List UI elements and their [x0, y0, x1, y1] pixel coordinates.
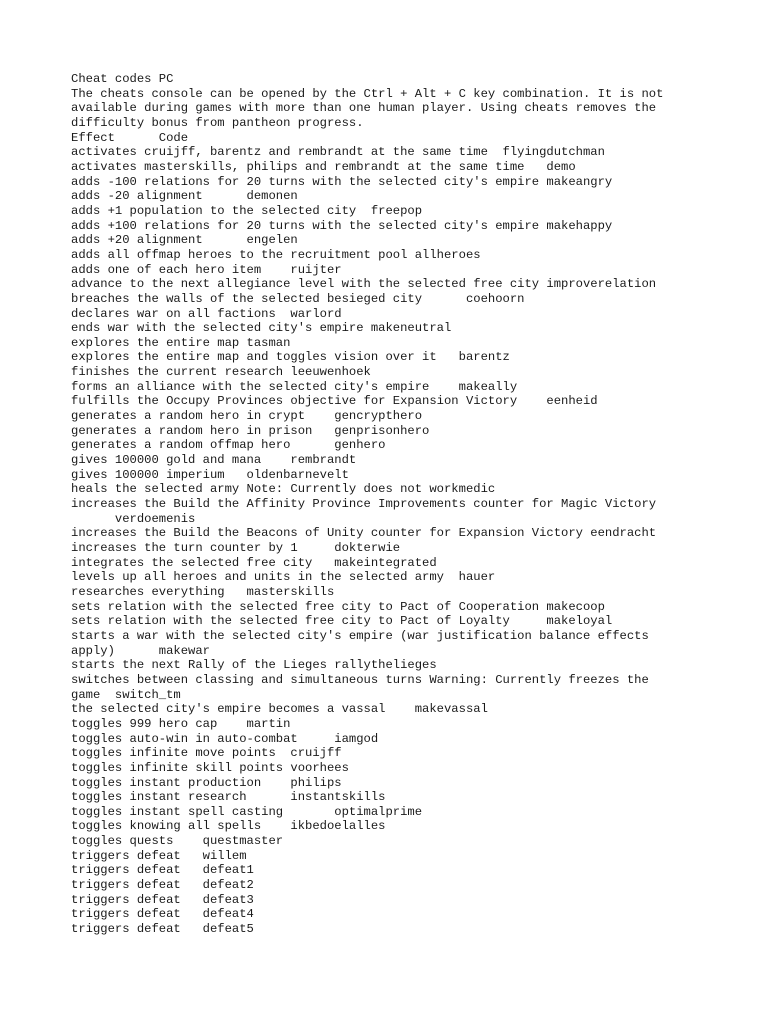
- cheat-entry-line: generates a random offmap hero genhero: [71, 438, 386, 453]
- cheat-entry-line: adds +1 population to the selected city freepop: [71, 203, 423, 218]
- cheat-entry-line: verdoemenis: [71, 511, 196, 526]
- cheat-entry-line: forms an alliance with the selected city's empire makeally: [71, 379, 518, 394]
- cheat-entry-line: increases the Build the Beacons of Unity counter for Expansion Victory eendracht: [71, 526, 657, 541]
- cheat-entry-line: triggers defeat defeat4: [71, 907, 254, 922]
- cheat-entry-line: toggles 999 hero cap martin: [71, 716, 291, 731]
- column-header-line: Effect Code: [71, 130, 189, 145]
- cheat-entry-line: starts the next Rally of the Lieges rallythelieges: [71, 658, 437, 673]
- intro-paragraph-line: available during games with more than one human player. Using cheats removes the: [71, 101, 657, 116]
- cheat-entry-line: explores the entire map tasman: [71, 335, 291, 350]
- cheat-entry-line: switches between classing and simultaneous turns Warning: Currently freezes the: [71, 672, 649, 687]
- cheat-entry-line: toggles knowing all spells ikbedoelalles: [71, 819, 386, 834]
- cheat-entry-line: toggles quests questmaster: [71, 834, 284, 849]
- cheat-entry-line: sets relation with the selected free city to Pact of Cooperation makecoop: [71, 599, 605, 614]
- cheat-entry-line: levels up all heroes and units in the selected army hauer: [71, 570, 496, 585]
- cheat-entry-line: apply) makewar: [71, 643, 210, 658]
- cheat-entry-line: toggles instant production philips: [71, 775, 342, 790]
- cheat-entry-line: adds +100 relations for 20 turns with the selected city's empire makehappy: [71, 218, 613, 233]
- intro-paragraph-line: difficulty bonus from pantheon progress.: [71, 115, 364, 130]
- cheat-entry-line: explores the entire map and toggles vision over it barentz: [71, 350, 510, 365]
- cheat-entry-line: integrates the selected free city makeintegrated: [71, 555, 437, 570]
- cheat-entry-line: starts a war with the selected city's empire (war justification balance effects: [71, 628, 649, 643]
- cheat-entry-line: finishes the current research leeuwenhoek: [71, 365, 371, 380]
- intro-paragraph-line: The cheats console can be opened by the Ctrl + Alt + C key combination. It is not: [71, 86, 664, 101]
- cheat-entry-line: heals the selected army Note: Currently does not workmedic: [71, 482, 496, 497]
- cheat-entry-line: adds one of each hero item ruijter: [71, 262, 342, 277]
- cheat-entry-line: generates a random hero in prison genprisonhero: [71, 423, 430, 438]
- cheat-entry-line: advance to the next allegiance level with the selected free city improverelation: [71, 277, 657, 292]
- cheat-entry-line: gives 100000 imperium oldenbarnevelt: [71, 467, 349, 482]
- cheat-entry-line: toggles instant research instantskills: [71, 790, 386, 805]
- cheat-entry-line: generates a random hero in crypt gencrypthero: [71, 409, 423, 424]
- cheat-entry-line: the selected city's empire becomes a vassal makevassal: [71, 702, 488, 717]
- cheat-entry-line: declares war on all factions warlord: [71, 306, 342, 321]
- cheat-entry-line: fulfills the Occupy Provinces objective for Expansion Victory eenheid: [71, 394, 598, 409]
- cheat-entry-line: activates masterskills, philips and rembrandt at the same time demo: [71, 159, 576, 174]
- cheat-entry-line: adds all offmap heroes to the recruitment pool allheroes: [71, 247, 481, 262]
- cheat-entry-line: researches everything masterskills: [71, 584, 335, 599]
- cheat-entry-line: adds -20 alignment demonen: [71, 189, 298, 204]
- cheat-entry-line: triggers defeat willem: [71, 848, 247, 863]
- cheat-entry-line: triggers defeat defeat2: [71, 878, 254, 893]
- cheat-entry-line: toggles auto-win in auto-combat iamgod: [71, 731, 379, 746]
- cheat-entry-line: toggles infinite skill points voorhees: [71, 760, 349, 775]
- cheat-entry-line: ends war with the selected city's empire makeneutral: [71, 321, 452, 336]
- cheat-entry-line: toggles instant spell casting optimalprime: [71, 804, 423, 819]
- cheat-entry-line: gives 100000 gold and mana rembrandt: [71, 453, 357, 468]
- cheat-entry-line: triggers defeat defeat5: [71, 922, 254, 937]
- cheat-entry-line: increases the Build the Affinity Province Improvements counter for Magic Victory: [71, 497, 657, 512]
- document-title: Cheat codes PC: [71, 72, 174, 86]
- cheat-entry-line: adds +20 alignment engelen: [71, 233, 298, 248]
- cheat-entry-line: adds -100 relations for 20 turns with the selected city's empire makeangry: [71, 174, 613, 189]
- document-page: [71, 72, 691, 937]
- cheat-entry-line: triggers defeat defeat1: [71, 863, 254, 878]
- cheat-entry-line: breaches the walls of the selected besieged city coehoorn: [71, 291, 525, 306]
- cheat-entry-line: sets relation with the selected free city to Pact of Loyalty makeloyal: [71, 614, 613, 629]
- cheat-entry-line: game switch_tm: [71, 687, 181, 702]
- cheat-entry-line: toggles infinite move points cruijff: [71, 746, 342, 761]
- cheat-entry-line: activates cruijff, barentz and rembrandt at the same time flyingdutchman: [71, 145, 605, 160]
- cheat-entry-line: increases the turn counter by 1 dokterwie: [71, 541, 401, 555]
- cheat-entry-line: triggers defeat defeat3: [71, 892, 254, 907]
